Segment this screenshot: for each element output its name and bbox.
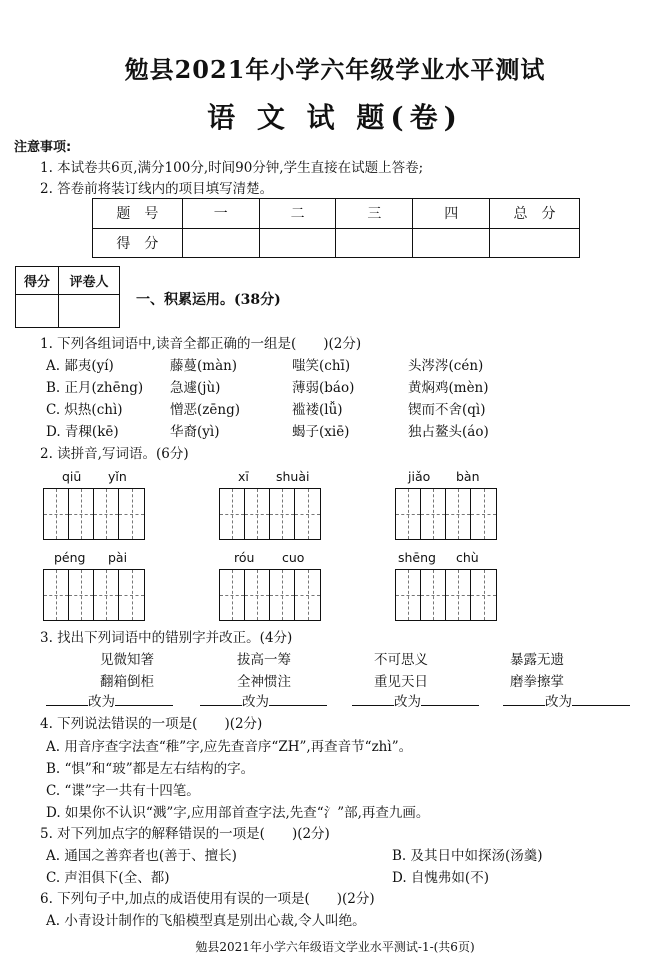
q1-c-2: 憎恶(zēng) [170,402,240,418]
q2-grid-4[interactable] [43,569,145,621]
q2-pinyin-6b: chù [456,550,479,565]
q1-c-1[interactable]: C. 炽热(chì) [46,402,123,418]
q1-b-1[interactable]: B. 正月(zhēng) [46,380,144,396]
notice-item-2: 2. 答卷前将装订线内的项目填写清楚。 [40,181,274,197]
q1-d-4: 独占鳌头(áo) [408,424,489,440]
q3-fix-label-4: 改为 [545,694,572,710]
q3-word-3: 不可思义 [374,652,428,668]
score-cell-total[interactable] [490,228,580,258]
q2-pinyin-2b: shuài [276,469,310,484]
q4-option-b[interactable]: B. “惧”和“玻”都是左右结构的字。 [46,761,255,777]
q3-word-4: 暴露无遗 [510,652,564,668]
score-header-1: 一 [182,199,259,229]
q1-a-3: 嗤笑(chī) [292,358,351,374]
q2-stem: 2. 读拼音,写词语。(6分) [40,446,189,462]
grader-score-label: 得分 [16,267,59,295]
score-table [92,198,580,258]
q3-fix-1[interactable] [46,690,173,710]
q2-pinyin-5b: cuo [282,550,305,565]
grader-name-cell[interactable] [59,295,120,328]
q4-option-c[interactable]: C. “谍”字一共有十四笔。 [46,783,200,799]
q2-pinyin-5a: róu [234,550,255,565]
q3-fix-4[interactable] [503,690,630,710]
q2-pinyin-4b: pài [108,550,128,565]
q5-option-a[interactable]: A. 通国之善弈者也(善于、擅长) [46,848,237,864]
q5-option-b[interactable]: B. 及其日中如探汤(汤羹) [392,848,543,864]
q3-word-2: 拔高一筹 [237,652,291,668]
q1-a-4: 头涔涔(cén) [408,358,484,374]
q1-a-1[interactable]: A. 鄙夷(yí) [46,358,114,374]
q1-c-3: 褴褛(lǚ) [292,402,343,418]
q6-stem: 6. 下列句子中,加点的成语使用有误的一项是( )(2分) [40,891,375,907]
q1-b-4: 黄焖鸡(mèn) [408,380,489,396]
q2-pinyin-3b: bàn [456,469,480,484]
grader-table [15,266,120,328]
grader-score-cell[interactable] [16,295,59,328]
q2-pinyin-2a: xī [238,469,249,484]
q3-word-1: 见微知箸 [100,652,154,668]
score-row-label: 得 分 [93,228,183,258]
score-header-3: 三 [336,199,413,229]
q1-b-2: 急遽(jù) [170,380,221,396]
q3-word-5: 翻箱倒柜 [100,674,154,690]
score-cell-1[interactable] [182,228,259,258]
q3-fix-label-2: 改为 [242,694,269,710]
q2-pinyin-1a: qiū [62,469,82,484]
q3-word-8: 磨拳擦掌 [510,674,564,690]
q6-option-a[interactable]: A. 小青设计制作的飞船模型真是别出心裁,令人叫绝。 [46,913,366,929]
q2-pinyin-6a: shēng [398,550,436,565]
q3-stem: 3. 找出下列词语中的错别字并改正。(4分) [40,630,293,646]
score-header-number: 题 号 [93,199,183,229]
score-cell-2[interactable] [259,228,336,258]
q3-word-6: 全神惯注 [237,674,291,690]
q2-pinyin-3a: jiǎo [408,469,431,484]
q1-stem: 1. 下列各组词语中,读音全都正确的一组是( )(2分) [40,336,362,352]
page-footer: 勉县2021年小学六年级语文学业水平测试-1-(共6页) [195,940,475,954]
q4-option-d[interactable]: D. 如果你不认识“溅”字,应用部首查字法,先查“氵”部,再查九画。 [46,805,430,821]
q5-stem: 5. 对下列加点字的解释错误的一项是( )(2分) [40,826,330,842]
q2-pinyin-1b: yǐn [108,469,127,484]
q1-a-2: 藤蔓(màn) [170,358,238,374]
q2-grid-1[interactable] [43,488,145,540]
q2-grid-5[interactable] [219,569,321,621]
q2-pinyin-4a: péng [54,550,86,565]
q3-word-7: 重见天日 [374,674,428,690]
exam-title: 勉县2021年小学六年级学业水平测试 [124,55,546,84]
score-header-2: 二 [259,199,336,229]
score-header-4: 四 [413,199,490,229]
q2-grid-3[interactable] [395,488,497,540]
q4-option-a[interactable]: A. 用音序查字法查“稚”字,应先查音序“ZH”,再查音节“zhì”。 [46,739,413,755]
score-cell-3[interactable] [336,228,413,258]
q3-fix-label-1: 改为 [88,694,115,710]
q5-option-c[interactable]: C. 声泪俱下(全、都) [46,870,170,886]
exam-subtitle: 语 文 试 题(卷) [207,101,463,134]
q3-fix-2[interactable] [200,690,327,710]
q1-b-3: 薄弱(báo) [292,380,355,396]
score-cell-4[interactable] [413,228,490,258]
section-1-heading: 一、积累运用。(38分) [136,292,281,308]
q1-d-2: 华裔(yì) [170,424,220,440]
q3-fix-3[interactable] [352,690,479,710]
q4-stem: 4. 下列说法错误的一项是( )(2分) [40,716,263,732]
score-header-total: 总 分 [490,199,580,229]
q5-option-d[interactable]: D. 自愧弗如(不) [392,870,489,886]
grader-name-label: 评卷人 [59,267,120,295]
notice-heading: 注意事项: [14,140,72,155]
q3-fix-label-3: 改为 [394,694,421,710]
q2-grid-2[interactable] [219,488,321,540]
notice-item-1: 1. 本试卷共6页,满分100分,时间90分钟,学生直接在试题上答卷; [40,160,424,176]
q2-grid-6[interactable] [395,569,497,621]
q1-c-4: 锲而不舍(qì) [408,402,486,418]
q1-d-3: 蝎子(xiē) [292,424,350,440]
q1-d-1[interactable]: D. 青稞(kē) [46,424,119,440]
